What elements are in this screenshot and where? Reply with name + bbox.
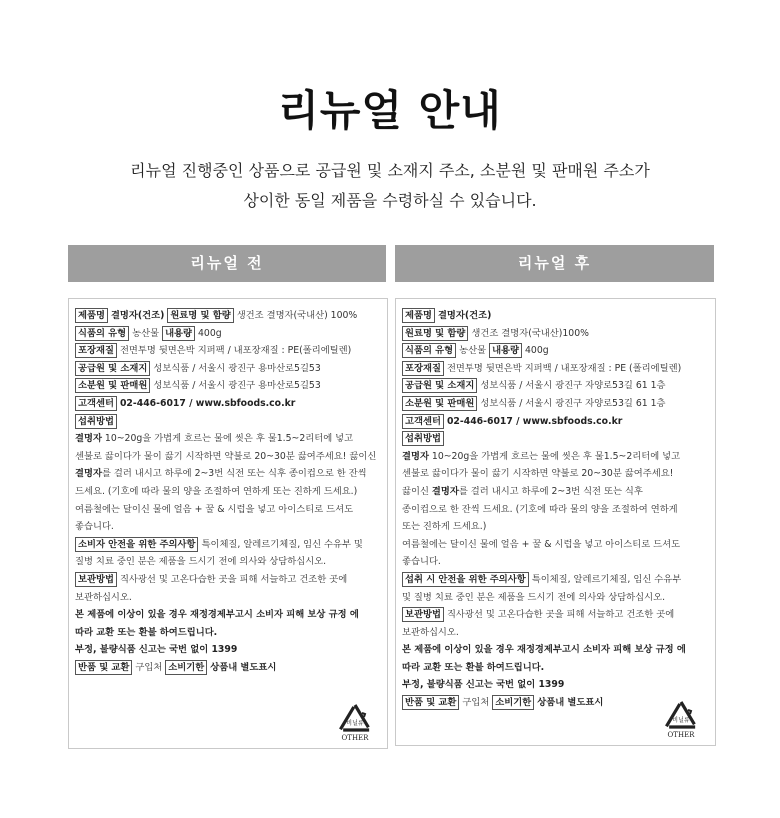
label-line (402, 465, 709, 483)
label-line (75, 360, 381, 378)
intro-line-1: 리뉴얼 진행중인 상품으로 공급원 및 소재지 주소, 소분원 및 판매원 주소가 (130, 161, 650, 180)
field-label-tag: 제품명 (402, 308, 435, 323)
intro-line-2: 상이한 동일 제품을 수령하실 수 있습니다. (243, 191, 537, 210)
field-value: 종이컵으로 한 잔씩 드세요. (기호에 따라 물의 양을 조절하여 연하게 (402, 503, 678, 515)
field-label-tag: 섭취 시 안전을 위한 주의사항 (402, 572, 529, 587)
label-line (75, 501, 381, 519)
label-line (402, 606, 709, 624)
field-value: 상품내 별도표시 (537, 697, 604, 709)
recycle-caption: OTHER (667, 731, 695, 739)
label-line (402, 307, 709, 325)
label-line (402, 518, 709, 536)
field-value: 따라 교환 또는 환불 하여드립니다. (75, 626, 218, 638)
field-value: 성보식품 / 서울시 광진구 용마산로5길53 (153, 362, 321, 374)
label-line (402, 676, 709, 694)
field-label-tag: 소비자 안전을 위한 주의사항 (75, 537, 198, 552)
label-line (75, 307, 381, 325)
field-label-tag: 포장재질 (402, 361, 444, 376)
before-label-text (75, 307, 381, 676)
before-column-header: 리뉴얼 전 (68, 245, 386, 282)
field-label-tag: 고객센터 (75, 396, 117, 411)
label-line (402, 413, 709, 431)
after-label-text (402, 307, 709, 712)
field-value: 성보식품 / 서울시 광진구 자양로53길 61 1층 (480, 380, 666, 392)
label-line (75, 624, 381, 642)
label-line (402, 325, 709, 343)
field-value: 결명자 (75, 433, 102, 445)
field-value: 10~20g을 가볍게 흐르는 물에 씻은 후 물1.5~2리터에 넣고 (101, 433, 354, 445)
recycle-mark (331, 703, 379, 742)
recycle-triangle-icon (337, 703, 373, 733)
label-line (402, 360, 709, 378)
field-label-tag: 내용량 (162, 326, 195, 341)
label-line (402, 483, 709, 501)
field-label-tag: 섭취방법 (75, 414, 117, 429)
recycle-mark (657, 700, 705, 739)
field-value: 및 질병 치료 중인 분은 제품을 드시기 전에 의사와 상담하십시오. (402, 591, 666, 603)
label-line (75, 377, 381, 395)
field-label-tag: 보관방법 (402, 607, 444, 622)
field-label-tag: 반품 및 교환 (402, 695, 459, 710)
label-line (402, 377, 709, 395)
field-value: 를 걸러 내시고 하루에 2~3번 식전 또는 식후 종이컵으로 한 잔씩 (101, 468, 367, 480)
label-line (75, 465, 381, 483)
field-label-tag: 원료명 및 함량 (402, 326, 468, 341)
label-line (75, 413, 381, 431)
field-value: 센불로 끓이다가 물이 끓기 시작하면 약불로 20~30분 끓여주세요! 끓이신 (75, 450, 377, 462)
label-line (75, 325, 381, 343)
field-value: 생건조 결명자(국내산)100% (471, 327, 589, 339)
label-line (75, 571, 381, 589)
before-label-panel (68, 298, 388, 749)
field-value: 02-446-6017 / www.sbfoods.co.kr (119, 397, 296, 409)
label-line (402, 641, 709, 659)
field-label-tag: 공급원 및 소재지 (402, 378, 477, 393)
field-value: 질병 치료 중인 분은 제품을 드시기 전에 의사와 상담하십시오. (75, 556, 327, 568)
label-line (402, 430, 709, 448)
field-value: 따라 교환 또는 환불 하여드립니다. (402, 661, 545, 673)
field-value: 구입처 (135, 661, 166, 673)
field-value: 를 걸러 내시고 하루에 2~3번 식전 또는 식후 (458, 485, 643, 497)
field-value: 400g (525, 345, 549, 357)
field-value: 끓이신 (402, 485, 432, 497)
field-value: 좋습니다. (402, 556, 441, 568)
field-value: 성보식품 / 서울시 광진구 자양로53길 61 1층 (480, 397, 666, 409)
after-label-panel (395, 298, 716, 746)
field-label-tag: 섭취방법 (402, 431, 444, 446)
label-line (402, 589, 709, 607)
label-line (402, 501, 709, 519)
field-value: 본 제품에 이상이 있을 경우 재정경제부고시 소비자 피해 보상 규정 에 (75, 609, 359, 621)
field-value: 전면투명 뒷면은박 지퍼팩 / 내포장재질 : PE(폴리에틸렌) (119, 345, 352, 357)
field-label-tag: 고객센터 (402, 414, 444, 429)
label-line (402, 553, 709, 571)
field-value: 특이체질, 알레르기체질, 임신 수유부 및 (201, 538, 363, 550)
field-value: 농산물 (132, 327, 163, 339)
field-label-tag: 소분원 및 판매원 (402, 396, 477, 411)
label-line (75, 448, 381, 466)
label-line (75, 659, 381, 677)
field-label-tag: 포장재질 (75, 343, 117, 358)
field-value: 결명자 (402, 450, 429, 462)
label-line (75, 342, 381, 360)
label-line (75, 606, 381, 624)
field-value: 또는 진하게 드세요.) (402, 521, 487, 533)
field-label-tag: 원료명 및 함량 (167, 308, 233, 323)
field-value: 상품내 별도표시 (210, 661, 277, 673)
field-value: 드세요. (기호에 따라 물의 양을 조절하여 연하게 또는 진하게 드세요.) (75, 485, 358, 497)
field-label-tag: 식품의 유형 (402, 343, 456, 358)
field-value: 10~20g을 가볍게 흐르는 물에 씻은 후 물1.5~2리터에 넣고 (428, 450, 681, 462)
recycle-caption: OTHER (341, 734, 369, 742)
label-line (75, 536, 381, 554)
field-label-tag: 소비기한 (165, 660, 207, 675)
field-value: 직사광선 및 고온다습한 곳을 피해 서늘하고 건조한 곳에 (119, 573, 348, 585)
page-title: 리뉴얼 안내 (278, 86, 502, 135)
field-value: 직사광선 및 고온다습한 곳을 피해 서늘하고 건조한 곳에 (446, 609, 675, 621)
label-line (402, 395, 709, 413)
field-value: 결명자(건조) (437, 310, 492, 321)
field-value: 부정, 불량식품 신고는 국번 없이 1399 (402, 679, 565, 691)
field-value: 400g (198, 327, 222, 339)
field-value: 결명자 (431, 485, 459, 497)
recycle-triangle-icon (663, 700, 699, 730)
label-line (75, 641, 381, 659)
label-line (402, 448, 709, 466)
field-value: 구입처 (462, 697, 493, 709)
field-label-tag: 공급원 및 소재지 (75, 361, 150, 376)
label-line (75, 395, 381, 413)
field-value: 생건조 결명자(국내산) 100% (236, 310, 358, 321)
field-label-tag: 내용량 (489, 343, 522, 358)
field-value: 특이체질, 알레르기체질, 임신 수유부 (531, 573, 682, 585)
field-value: 여름철에는 달이신 물에 얼음 + 꿀 & 시럽을 넣고 아이스티로 드셔도 (75, 503, 354, 515)
label-line (75, 553, 381, 571)
label-line (402, 342, 709, 360)
label-line (75, 483, 381, 501)
field-label-tag: 소비기한 (492, 695, 534, 710)
label-line (402, 536, 709, 554)
field-value: 성보식품 / 서울시 광진구 용마산로5길53 (153, 380, 321, 392)
field-value: 여름철에는 달이신 물에 얼음 + 꿀 & 시럽을 넣고 아이스티로 드셔도 (402, 538, 681, 550)
field-label-tag: 소분원 및 판매원 (75, 378, 150, 393)
field-label-tag: 반품 및 교환 (75, 660, 132, 675)
field-value: 본 제품에 이상이 있을 경우 재정경제부고시 소비자 피해 보상 규정 에 (402, 644, 686, 656)
recycle-inner-text: 비닐류 (672, 717, 690, 724)
label-line (402, 624, 709, 642)
field-value: 부정, 불량식품 신고는 국번 없이 1399 (75, 644, 238, 656)
field-label-tag: 제품명 (75, 308, 108, 323)
field-value: 결명자 (75, 468, 102, 480)
after-column-header: 리뉴얼 후 (395, 245, 714, 282)
field-label-tag: 식품의 유형 (75, 326, 129, 341)
label-line (75, 518, 381, 536)
field-value: 02-446-6017 / www.sbfoods.co.kr (446, 415, 623, 427)
field-value: 농산물 (459, 345, 490, 357)
field-value: 전면투명 뒷면은박 지퍼백 / 내포장재질 : PE (폴리에틸렌) (446, 362, 682, 374)
field-value: 보관하십시오. (75, 591, 132, 603)
field-value: 결명자(건조) (110, 310, 165, 321)
label-line (75, 589, 381, 607)
field-value: 보관하십시오. (402, 626, 459, 638)
field-label-tag: 보관방법 (75, 572, 117, 587)
label-line (75, 430, 381, 448)
field-value: 좋습니다. (75, 521, 114, 533)
label-line (402, 571, 709, 589)
label-line (402, 659, 709, 677)
recycle-inner-text: 비닐류 (346, 720, 364, 727)
field-value: 센불로 끓이다가 물이 끓기 시작하면 약불로 20~30분 끓여주세요! (402, 468, 674, 480)
